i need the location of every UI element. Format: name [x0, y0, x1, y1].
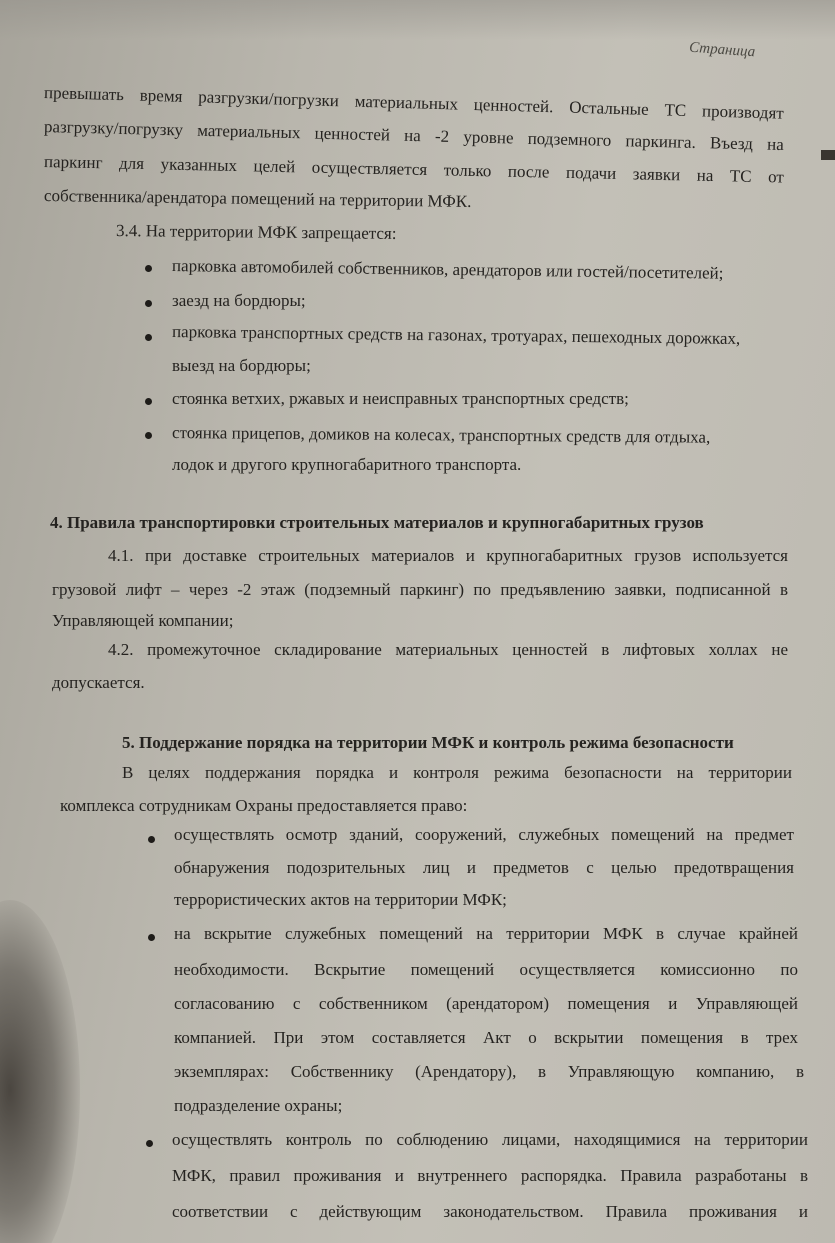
list-item: МФК, правил проживания и внутреннего распорядка. Правила разработаны в: [172, 1166, 808, 1185]
bullet-mark: [145, 300, 152, 307]
paragraph-line: грузовой лифт – через -2 этаж (подземный паркинг) по предъявлению заявки, подписанной в: [52, 580, 788, 599]
list-item: компанией. При этом составляется Акт о вскрытии помещения в трех: [174, 1028, 798, 1047]
paragraph-line: паркинг для указанных целей осуществляется только после подачи заявки на ТС от: [43, 152, 785, 187]
bullet-mark: [145, 432, 152, 439]
list-item: лодок и другого крупногабаритного транспорта.: [172, 455, 522, 474]
section-heading: 4. Правила транспортировки строительных материалов и крупногабаритных грузов: [50, 513, 704, 532]
list-item: подразделение охраны;: [174, 1096, 343, 1115]
paragraph-line: 4.2. промежуточное складирование материальных ценностей в лифтовых холлах не: [108, 640, 788, 659]
page-number-label: Страница: [688, 39, 756, 61]
bullet-mark: [145, 398, 152, 405]
paragraph-line: разгрузку/погрузку материальных ценностей на -2 уровне подземного паркинга. Въезд на: [43, 117, 785, 155]
list-item: парковка автомобилей собственников, арендаторов или гостей/посетителей;: [171, 256, 724, 283]
page-top-shading: [0, 0, 835, 40]
list-item: осуществлять осмотр зданий, сооружений, служебных помещений на предмет: [174, 825, 794, 844]
list-item: заезд на бордюры;: [172, 291, 306, 310]
list-item: парковка транспортных средств на газонах, тротуарах, пешеходных дорожках,: [171, 322, 741, 348]
bullet-mark: [148, 934, 155, 941]
list-item: согласованию с собственником (арендатором) помещения и Управляющей: [174, 994, 798, 1013]
paragraph-line: допускается.: [52, 673, 145, 692]
list-item: необходимости. Вскрытие помещений осуществляется комиссионно по: [174, 960, 798, 979]
paragraph-line: комплекса сотрудникам Охраны предоставляется право:: [60, 796, 468, 815]
section-heading: 3.4. На территории МФК запрещается:: [115, 221, 397, 243]
bullet-mark: [146, 1140, 153, 1147]
paragraph-line: превышать время разгрузки/погрузки материальных ценностей. Остальные ТС производят: [43, 83, 784, 123]
list-item: экземплярах: Собственнику (Арендатору), в Управляющую компанию, в: [174, 1062, 804, 1081]
bullet-mark: [148, 836, 155, 843]
paragraph-line: собственника/арендатора помещений на территории МФК.: [43, 186, 472, 211]
list-item: осуществлять контроль по соблюдению лицами, находящимися на территории: [172, 1130, 808, 1149]
bullet-mark: [145, 334, 152, 341]
paragraph-line: В целях поддержания порядка и контроля режима безопасности на территории: [122, 763, 792, 782]
paragraph-line: 4.1. при доставке строительных материалов и крупногабаритных грузов используется: [108, 546, 788, 565]
list-item: стоянка прицепов, домиков на колесах, транспортных средств для отдыха,: [171, 423, 711, 447]
paragraph-line: Управляющей компании;: [52, 611, 234, 630]
list-item: стоянка ветхих, ржавых и неисправных транспортных средств;: [172, 389, 629, 408]
page-edge-mark: [821, 150, 835, 160]
list-item: выезд на бордюры;: [172, 356, 311, 375]
section-heading: 5. Поддержание порядка на территории МФК и контроль режима безопасности: [122, 733, 734, 752]
list-item: террористических актов на территории МФК;: [174, 890, 507, 909]
finger-shadow: [0, 900, 80, 1243]
list-item: соответствии с действующим законодательством. Правила проживания и: [172, 1202, 808, 1221]
list-item: обнаружения подозрительных лиц и предметов с целью предотвращения: [174, 858, 794, 877]
bullet-mark: [145, 265, 152, 272]
list-item: на вскрытие служебных помещений на территории МФК в случае крайней: [174, 924, 798, 943]
